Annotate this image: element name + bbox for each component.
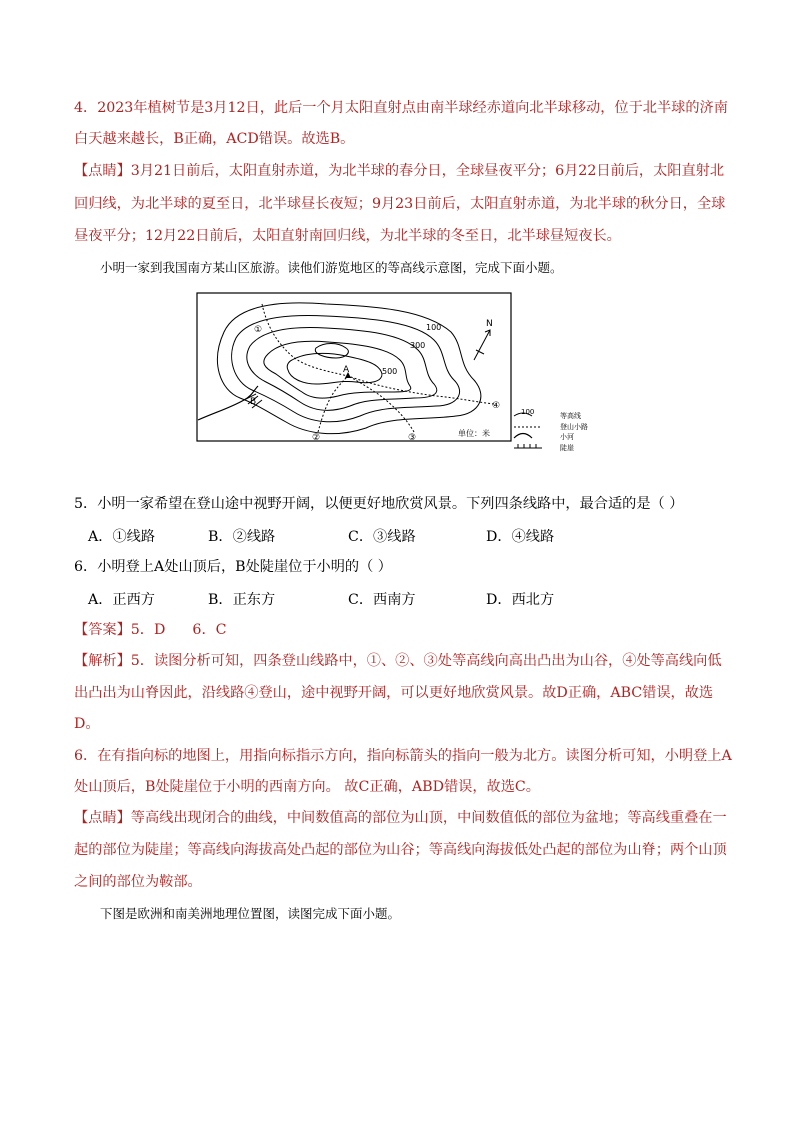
route-label-3: ③ xyxy=(408,433,417,443)
q5-option-d-number: ④ xyxy=(511,529,526,545)
q5-option-b-letter: B． xyxy=(208,529,233,545)
legend-contour-value: 100 xyxy=(521,408,535,416)
legend-cliff: 陡崖 xyxy=(560,444,574,452)
legend-river-symbol xyxy=(514,434,532,439)
route-label-1: ① xyxy=(254,325,263,335)
analysis-route-refs: ①、②、③ xyxy=(366,653,438,669)
q6-option-b[interactable]: B．正东方 xyxy=(208,592,276,608)
dianjing-1-line-3: 昼夜平分；12月22日前后，太阳直射南回归线，为北半球的冬至日，北半球昼短夜长。 xyxy=(74,228,621,244)
cliff-label: B xyxy=(250,397,257,407)
dianjing-1-text: 3月21日前后，太阳直射赤道，为北半球的春分日，全球昼夜平分；6月22日前后，太阳直射北 xyxy=(130,163,725,179)
analysis-route-ref: ④ xyxy=(244,685,259,701)
analysis-route-ref: ④ xyxy=(622,653,637,669)
dianjing-2-line-2: 起的部位为陡崖；等高线向海拔高处凸起的部位为山谷；等高线向海拔低处凸起的部位为山脊；两个山顶 xyxy=(74,842,727,858)
north-label: N xyxy=(486,319,493,329)
q5-option-c-letter: C． xyxy=(348,529,374,545)
dianjing-2-text: 等高线出现闭合的曲线，中间数值高的部位为山顶，中间数值低的部位为盆地；等高线重叠在一 xyxy=(130,810,727,826)
answer-line xyxy=(74,620,226,640)
unit-label: 单位：米 xyxy=(458,429,490,438)
q5-option-c[interactable] xyxy=(348,526,416,546)
map-frame xyxy=(197,293,511,441)
dianjing-2-line-3: 之间的部位为鞍部。 xyxy=(74,874,202,890)
answer-text: 5．D 6．C xyxy=(130,622,227,638)
dianjing-2-line-1 xyxy=(74,808,727,828)
q5-option-b-number: ② xyxy=(232,529,247,545)
q6-option-a[interactable]: A．正西方 xyxy=(88,592,155,608)
analysis-text: 处等高线向低 xyxy=(636,653,722,669)
analysis-line-4: 6．在有指向标的地图上，用指向标指示方向，指向标箭头的指向一般为北方。读图分析可知，小明登上A xyxy=(74,748,732,764)
q5-option-d-text: 线路 xyxy=(525,529,555,545)
q5-stem: 5．小明一家希望在登山途中视野开阔，以便更好地欣赏风景。下列四条线路中，最合适的是（ ） xyxy=(74,496,684,512)
analysis-text: 出凸出为山脊因此，沿线路 xyxy=(74,685,245,701)
dianjing-tag: 【点睛】 xyxy=(74,163,131,179)
analysis-line-1 xyxy=(74,651,722,671)
q4-line-1: 4．2023年植树节是3月12日，此后一个月太阳直射点由南半球经赤道向北半球移动，位于北半球的济南 xyxy=(74,100,728,116)
analysis-tag: 【解析】 xyxy=(74,653,131,669)
peak-label: A xyxy=(343,365,350,375)
legend-path: 登山小路 xyxy=(560,423,588,431)
q6-stem: 6．小明登上A处山顶后，B处陡崖位于小明的（ ） xyxy=(74,559,392,575)
q5-option-a-text: 线路 xyxy=(126,529,156,545)
contour-map xyxy=(196,292,530,444)
q5-option-d-letter: D． xyxy=(486,529,512,545)
route-label-4: ④ xyxy=(492,401,501,411)
dianjing-1-line-2: 回归线，为北半球的夏至日，北半球昼长夜短；9月23日前后，太阳直射赤道，为北半球的秋分日，全球 xyxy=(74,196,726,212)
route-label-2: ② xyxy=(312,433,321,443)
contour-label-500: 500 xyxy=(382,367,398,376)
analysis-line-5: 处山顶后，B处陡崖位于小明的西南方向。 故C正确，ABD错误，故选C。 xyxy=(74,779,540,795)
q5-option-a-letter: A． xyxy=(88,529,113,545)
analysis-line-2 xyxy=(74,683,713,703)
intro-question-group-2: 下图是欧洲和南美洲地理位置图，读图完成下面小题。 xyxy=(100,906,401,921)
dianjing-tag: 【点睛】 xyxy=(74,810,131,826)
q4-line-2: 白天越来越长，B正确，ACD错误。故选B。 xyxy=(74,131,355,147)
q6-option-c[interactable]: C．西南方 xyxy=(348,592,416,608)
answer-tag: 【答案】 xyxy=(74,622,131,638)
analysis-text: 处等高线向高出凸出为山谷， xyxy=(437,653,623,669)
analysis-text: 5．读图分析可知，四条登山线路中， xyxy=(130,653,367,669)
intro-question-group-1: 小明一家到我国南方某山区旅游。读他们游览地区的等高线示意图，完成下面小题。 xyxy=(100,260,563,275)
q5-option-a-number: ① xyxy=(112,529,127,545)
legend-contour: 等高线 xyxy=(560,412,581,420)
q5-option-c-text: 线路 xyxy=(387,529,416,545)
analysis-text: 登山，途中视野开阔，可以更好地欣赏风景。故D正确，ABC错误，故选 xyxy=(258,685,714,701)
q5-option-b-text: 线路 xyxy=(246,529,276,545)
map-legend xyxy=(512,408,612,452)
contour-label-300: 300 xyxy=(410,341,426,350)
q5-option-c-number: ③ xyxy=(373,529,388,545)
analysis-line-3: D。 xyxy=(74,716,100,732)
q6-option-d[interactable]: D．西北方 xyxy=(486,592,555,608)
contour-label-100: 100 xyxy=(426,323,442,332)
dianjing-1-line-1 xyxy=(74,161,724,181)
legend-river: 小河 xyxy=(560,433,574,441)
q5-option-a[interactable] xyxy=(88,526,155,546)
q5-option-d[interactable] xyxy=(486,526,554,546)
q5-option-b[interactable] xyxy=(208,526,275,546)
